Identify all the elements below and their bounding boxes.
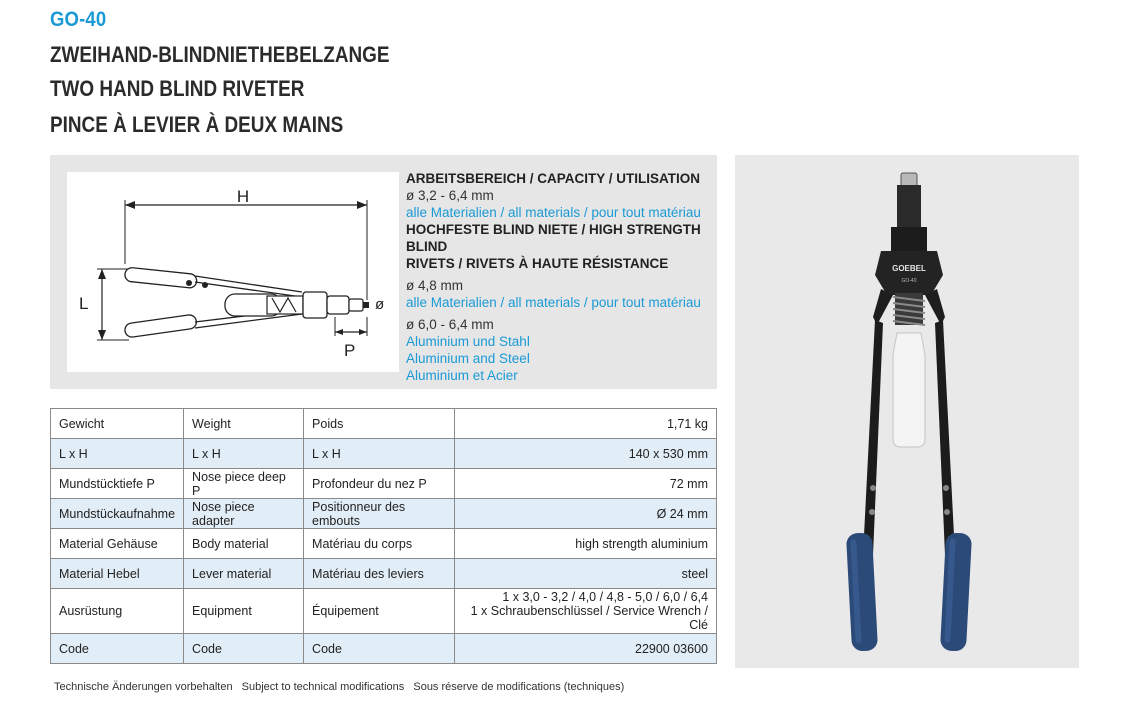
spec-label-en: Body material xyxy=(184,529,304,559)
label-p: P xyxy=(344,341,356,360)
label-diameter: ø xyxy=(375,296,385,313)
product-photo xyxy=(735,155,1079,668)
footnote-de: Technische Änderungen vorbehalten xyxy=(54,681,233,693)
table-row xyxy=(51,634,717,664)
spec-value: high strength aluminium xyxy=(455,529,717,559)
table-row xyxy=(51,469,717,499)
capacity-range-2: ø 4,8 mm xyxy=(406,278,464,293)
capacity-range-1: ø 3,2 - 6,4 mm xyxy=(406,188,494,203)
spec-label-fr: Code xyxy=(304,634,455,664)
spec-label-fr: Poids xyxy=(304,409,455,439)
riveter-photo-illustration xyxy=(735,155,1079,668)
spec-label-de: Ausrüstung xyxy=(51,589,184,634)
spec-label-fr: Matériau des leviers xyxy=(304,559,455,589)
spec-label-de: Material Gehäuse xyxy=(51,529,184,559)
model-code: GO-40 xyxy=(50,8,107,31)
spec-label-en: L x H xyxy=(184,439,304,469)
spec-label-fr: Profondeur du nez P xyxy=(304,469,455,499)
high-strength-heading-line-2: RIVETS / RIVETS À HAUTE RÉSISTANCE xyxy=(406,256,669,271)
spec-label-fr: Matériau du corps xyxy=(304,529,455,559)
spec-value: 140 x 530 mm xyxy=(455,439,717,469)
footnote-fr: Sous réserve de modifications (techniques) xyxy=(413,681,625,693)
spec-label-en: Weight xyxy=(184,409,304,439)
spec-label-en: Lever material xyxy=(184,559,304,589)
spec-label-en: Equipment xyxy=(184,589,304,634)
capacity-info xyxy=(406,170,718,384)
spec-value: steel xyxy=(455,559,717,589)
capacity-materials-2: alle Materialien / all materials / pour tout matériau xyxy=(406,295,701,310)
title-english: TWO HAND BLIND RIVETER xyxy=(50,76,305,101)
spec-label-fr: Équipement xyxy=(304,589,455,634)
title-french: PINCE À LEVIER À DEUX MAINS xyxy=(50,112,344,137)
spec-label-en: Nose piece deep P xyxy=(184,469,304,499)
photo-model-mark: GO-40 xyxy=(901,278,917,284)
spec-label-de: Gewicht xyxy=(51,409,184,439)
table-row xyxy=(51,409,717,439)
capacity-heading: ARBEITSBEREICH / CAPACITY / UTILISATION xyxy=(406,171,701,186)
table-row xyxy=(51,529,717,559)
spec-value: 1,71 kg xyxy=(455,409,717,439)
spec-label-fr: Positionneur des embouts xyxy=(304,499,455,529)
spec-value: Ø 24 mm xyxy=(455,499,717,529)
spec-value: 22900 03600 xyxy=(455,634,717,664)
riveter-diagram xyxy=(67,172,399,372)
spec-label-de: Material Hebel xyxy=(51,559,184,589)
capacity-panel xyxy=(50,155,717,389)
capacity-range-3: ø 6,0 - 6,4 mm xyxy=(406,317,494,332)
spec-value: 72 mm xyxy=(455,469,717,499)
table-row xyxy=(51,589,717,634)
spec-label-de: Code xyxy=(51,634,184,664)
equipment-line-2: 1 x Schraubenschlüssel / Service Wrench / Clé xyxy=(470,604,708,632)
capacity-materials-3-en: Aluminium and Steel xyxy=(406,351,530,366)
label-l: L xyxy=(79,294,89,313)
table-row xyxy=(51,439,717,469)
table-row xyxy=(51,559,717,589)
capacity-materials-3-fr: Aluminium et Acier xyxy=(406,368,518,383)
spec-label-de: Mundstücktiefe P xyxy=(51,469,184,499)
capacity-materials-1: alle Materialien / all materials / pour tout matériau xyxy=(406,205,701,220)
footnote xyxy=(54,681,630,693)
high-strength-heading-line-1: HOCHFESTE BLIND NIETE / HIGH STRENGTH BLIND xyxy=(406,222,701,254)
table-row xyxy=(51,499,717,529)
footnote-en: Subject to technical modifications xyxy=(241,681,405,693)
spec-label-de: Mundstückaufnahme xyxy=(51,499,184,529)
spec-label-fr: L x H xyxy=(304,439,455,469)
specifications-table xyxy=(50,408,717,664)
dimension-diagram xyxy=(67,172,399,372)
photo-brand: GOEBEL xyxy=(892,264,926,273)
capacity-materials-3-de: Aluminium und Stahl xyxy=(406,334,530,349)
spec-label-en: Nose piece adapter xyxy=(184,499,304,529)
spec-label-de: L x H xyxy=(51,439,184,469)
title-german: ZWEIHAND-BLINDNIETHEBELZANGE xyxy=(50,42,390,67)
spec-value xyxy=(455,589,717,634)
label-h: H xyxy=(236,187,250,206)
equipment-line-1: 1 x 3,0 - 3,2 / 4,0 / 4,8 - 5,0 / 6,0 / 6,4 xyxy=(502,590,708,604)
spec-label-en: Code xyxy=(184,634,304,664)
